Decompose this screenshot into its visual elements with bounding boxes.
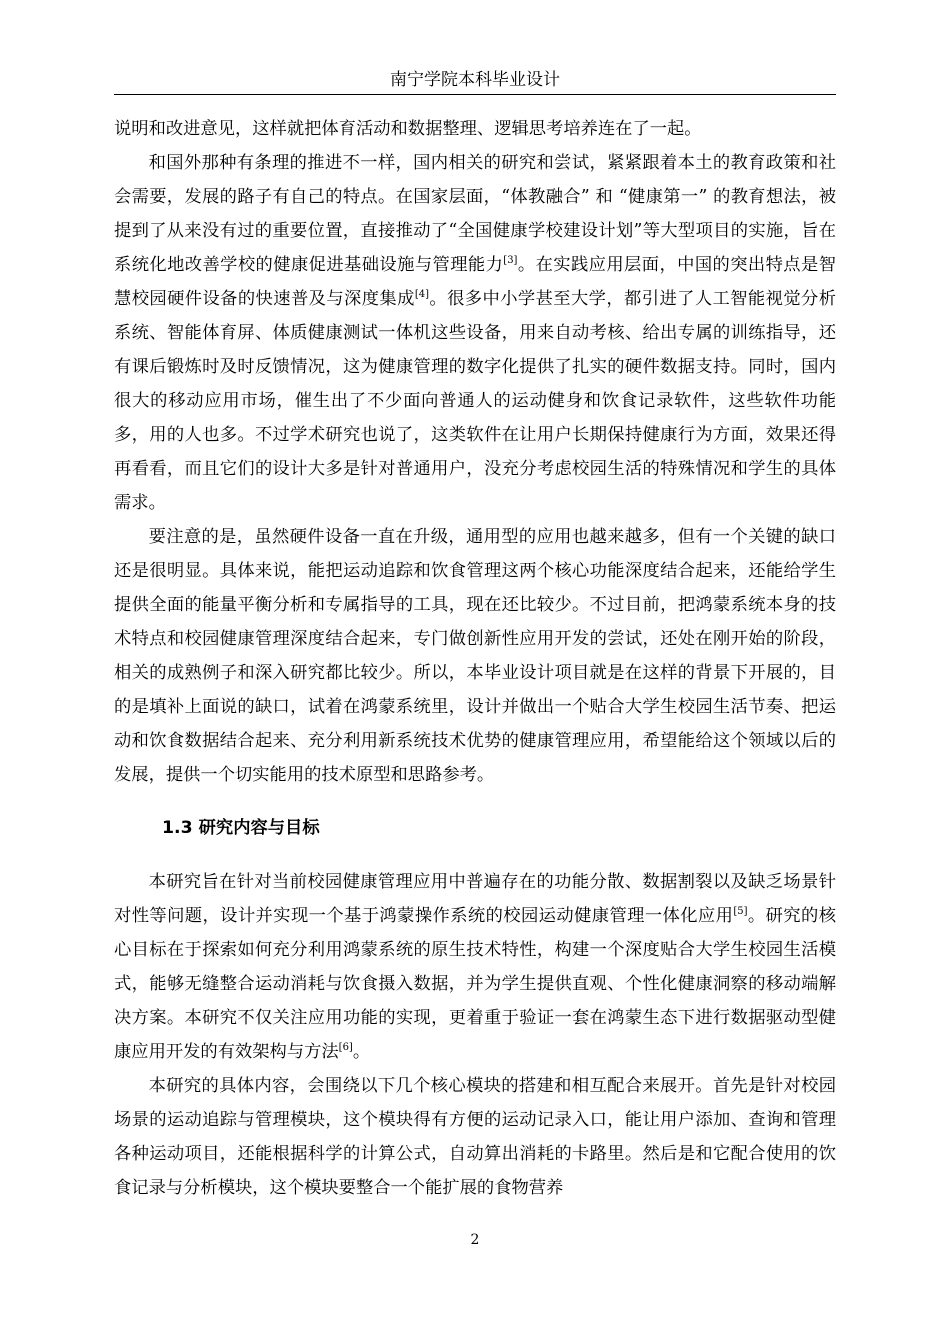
- paragraph-continuation: [114, 112, 836, 146]
- paragraph-text: 本研究的具体内容，会围绕以下几个核心模块的搭建和相互配合来展开。首先是针对校园场景的运动追踪与管理模块，这个模块得有方便的运动记录入口，能让用户添加、查询和管理各种运动项目，还能根据科学的计算公式，自动算出消耗的卡路里。然后是和它配合使用的饮食记录与分析模块，这个模块要整合一个能扩展的食物营养: [114, 1076, 836, 1198]
- paragraph-text: 要注意的是，虽然硬件设备一直在升级，通用型的应用也越来越多，但有一个关键的缺口还是很明显。具体来说，能把运动追踪和饮食管理这两个核心功能深度结合起来，还能给学生提供全面的能量平衡分析和专属指导的工具，现在还比较少。不过目前，把鸿蒙系统本身的技术特点和校园健康管理深度结合起来，专门做创新性应用开发的尝试，还处在刚开始的阶段，相关的成熟例子和深入研究都比较少。所以，本毕业设计项目就是在这样的背景下开展的，目的是填补上面说的缺口，试着在鸿蒙系统里，设计并做出一个贴合大学生校园生活节奏、把运动和饮食数据结合起来、充分利用新系统技术优势的健康管理应用，希望能给这个领域以后的发展，提供一个切实能用的技术原型和思路参考。: [114, 527, 836, 785]
- paragraph-text: 。研究的核心目标在于探索如何充分利用鸿蒙系统的原生技术特性，构建一个深度贴合大学生校园生活模式，能够无缝整合运动消耗与饮食摄入数据，并为学生提供直观、个性化健康洞察的移动端解决方案。本研究不仅关注应用功能的实现，更着重于验证一套在鸿蒙生态下进行数据驱动型健康应用开发的有效架构与方法: [114, 906, 836, 1062]
- paragraph-text: 。在实践应用层面，中国的突出特点是智慧校园硬件设备的快速普及与深度集成: [114, 255, 836, 309]
- citation-ref: [4]: [414, 289, 429, 301]
- citation-ref: [5]: [733, 906, 748, 918]
- paragraph-text: 本研究旨在针对当前校园健康管理应用中普遍存在的功能分散、数据割裂以及缺乏场景针对性等问题，设计并实现一个基于鸿蒙操作系统的校园运动健康管理一体化应用: [114, 872, 836, 926]
- paragraph-domestic-research: [114, 146, 836, 520]
- paragraph-research-gap: [114, 520, 836, 792]
- paragraph-text: 。: [352, 1042, 371, 1062]
- paragraph-text: 和国外那种有条理的推进不一样，国内相关的研究和尝试，紧紧跟着本土的教育政策和社会需要，发展的路子有自己的特点。在国家层面，“体教融合” 和 “健康第一” 的教育想法，被提到了从来没有过的重要位置，直接推动了“全国健康学校建设计划”等大型项目的实施，旨在系统化地改善学校的健康促进基础设施与管理能力: [114, 153, 836, 275]
- header-title: 南宁学院本科毕业设计: [390, 70, 560, 90]
- page-header: [114, 66, 836, 95]
- citation-ref: [3]: [503, 255, 518, 267]
- page-number-text: 2: [470, 1232, 480, 1248]
- section-heading-text: 1.3 研究内容与目标: [162, 818, 320, 838]
- paragraph-research-content: [114, 1069, 836, 1205]
- page-number: [0, 1230, 950, 1250]
- citation-ref: [6]: [338, 1042, 353, 1054]
- paragraph-research-goal: [114, 865, 836, 1069]
- paragraph-text: 。很多中小学甚至大学，都引进了人工智能视觉分析系统、智能体育屏、体质健康测试一体机这些设备，用来自动考核、给出专属的训练指导，还有课后锻炼时及时反馈情况，这为健康管理的数字化提供了扎实的硬件数据支持。同时，国内很大的移动应用市场，催生出了不少面向普通人的运动健身和饮食记录软件，这些软件功能多，用的人也多。不过学术研究也说了，这类软件在让用户长期保持健康行为方面，效果还得再看看，而且它们的设计大多是针对普通用户，没充分考虑校园生活的特殊情况和学生的具体需求。: [114, 289, 836, 513]
- section-heading: [114, 811, 836, 845]
- paragraph-text: 说明和改进意见，这样就把体育活动和数据整理、逻辑思考培养连在了一起。: [114, 119, 702, 139]
- document-body: [114, 112, 836, 1205]
